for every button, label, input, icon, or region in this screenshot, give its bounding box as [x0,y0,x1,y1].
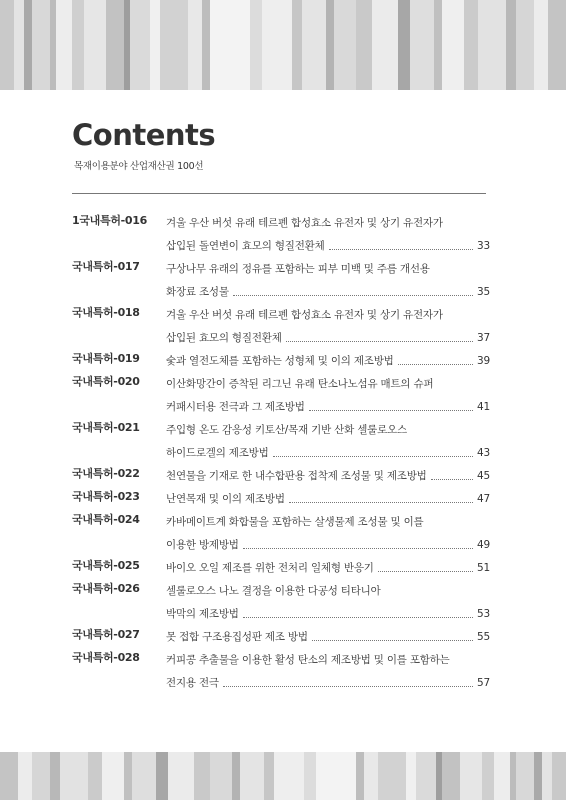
toc-entry-title-line [166,534,490,557]
decorative-stripe [482,752,494,800]
dot-leader [223,686,473,687]
decorative-stripe [188,0,202,90]
page-number: 53 [477,608,490,620]
toc-entry[interactable] [72,649,492,695]
decorative-stripe [534,752,542,800]
dot-leader [233,295,473,296]
decorative-stripe [464,0,478,90]
toc-entry-code: 국내특허-026 [72,582,140,595]
toc-entry-title-text: 못 접합 구조용집성판 제조 방법 [166,631,308,643]
toc-entry-code: 국내특허-022 [72,467,140,480]
decorative-stripe [156,752,168,800]
bottom-stripe-band [0,752,566,800]
decorative-stripe [194,752,210,800]
top-stripe-band [0,0,566,90]
toc-entry-title-text: 삽입된 돌연변이 효모의 형질전환체 [166,240,325,252]
dot-leader [243,617,473,618]
toc-entry-code: 국내특허-021 [72,421,140,434]
toc-entry-title-line [166,396,490,419]
page-number: 45 [477,470,490,482]
toc-entry-title-line: 카바메이트계 화합물을 포함하는 살생물제 조성물 및 이를 [166,516,424,528]
dot-leader [398,364,473,365]
toc-entry-title-text: 난연목재 및 이의 제조방법 [166,493,285,505]
toc-entry-code: 국내특허-023 [72,490,140,503]
decorative-stripe [552,752,566,800]
decorative-stripe [548,0,566,90]
toc-entry-title-text: 천연물을 기재로 한 내수합판용 접착제 조성물 및 제조방법 [166,470,427,482]
toc-entry-title-line: 주입형 온도 감응성 키토산/목재 기반 산화 셀룰로오스 [166,424,407,436]
decorative-stripe [516,752,534,800]
page-subtitle: 목재이용분야 산업재산권 100선 [74,161,204,172]
page-number: 37 [477,332,490,344]
decorative-stripe [102,752,124,800]
decorative-stripe [416,752,436,800]
decorative-stripe [132,752,156,800]
toc-entry-title-line: 겨울 우산 버섯 유래 테르펜 합성효소 유전자 및 상기 유전자가 [166,217,443,229]
toc-entry-title-text: 바이오 오일 제조를 위한 전처리 일체형 반응기 [166,562,374,574]
dot-leader [312,640,473,641]
dot-leader [329,249,473,250]
decorative-stripe [60,752,88,800]
decorative-stripe [356,0,372,90]
decorative-stripe [250,0,262,90]
decorative-stripe [32,0,50,90]
decorative-stripe [460,752,482,800]
decorative-stripe [302,0,326,90]
toc-entry[interactable] [72,488,492,511]
toc-entry-title-line [166,557,490,580]
dot-leader [431,479,473,480]
decorative-stripe [240,752,264,800]
toc-entry-title-line: 이산화망간이 증착된 리그닌 유래 탄소나노섬유 매트의 슈퍼 [166,378,434,390]
toc-entry-code: 국내특허-017 [72,260,140,273]
toc-entry-code: 국내특허-018 [72,306,140,319]
toc-entry-code: 국내특허-027 [72,628,140,641]
toc-entry[interactable] [72,580,492,626]
toc-entry-title-text: 이용한 방제방법 [166,539,239,551]
decorative-stripe [168,752,194,800]
decorative-stripe [542,752,552,800]
toc-entry-title-line [166,603,490,626]
decorative-stripe [160,0,188,90]
decorative-stripe [316,752,356,800]
toc-entry-code: 국내특허-019 [72,352,140,365]
toc-entry-title-text: 화장료 조성물 [166,286,229,298]
decorative-stripe [130,0,150,90]
dot-leader [243,548,473,549]
toc-entry-code: 국내특허-025 [72,559,140,572]
toc-entry-title-text: 삽입된 효모의 형질전환체 [166,332,282,344]
decorative-stripe [262,0,292,90]
decorative-stripe [18,752,32,800]
decorative-stripe [442,0,464,90]
toc-entry-title-line: 구상나무 유래의 정유를 포함하는 피부 미백 및 주름 개선용 [166,263,430,275]
page-number: 35 [477,286,490,298]
decorative-stripe [304,752,316,800]
toc-entry-title-line [166,626,490,649]
decorative-stripe [32,752,50,800]
page-number: 41 [477,401,490,413]
decorative-stripe [202,0,210,90]
toc-entry-code: 국내특허-028 [72,651,140,664]
toc-entry-title-line [166,672,490,695]
decorative-stripe [364,752,378,800]
decorative-stripe [478,0,506,90]
toc-entry-title-text: 박막의 제조방법 [166,608,239,620]
toc-entry-title-line: 겨울 우산 버섯 유래 테르펜 합성효소 유전자 및 상기 유전자가 [166,309,443,321]
toc-entry-title-line [166,281,490,304]
toc-entry-title-text: 전지용 전극 [166,677,219,689]
decorative-stripe [124,752,132,800]
page-number: 49 [477,539,490,551]
table-of-contents [72,212,492,695]
toc-entry-title-line [166,465,490,488]
toc-entry-title-line [166,350,490,373]
decorative-stripe [0,0,14,90]
dot-leader [286,341,473,342]
decorative-stripe [494,752,510,800]
toc-entry[interactable] [72,557,492,580]
dot-leader [289,502,473,503]
toc-entry-title-text: 숯과 열전도체를 포함하는 성형체 및 이의 제조방법 [166,355,394,367]
decorative-stripe [56,0,72,90]
decorative-stripe [292,0,302,90]
decorative-stripe [434,0,442,90]
decorative-stripe [510,752,516,800]
toc-entry-title-line [166,235,490,258]
dot-leader [378,571,473,572]
toc-entry[interactable] [72,419,492,465]
decorative-stripe [24,0,32,90]
decorative-stripe [106,0,124,90]
toc-entry-code: 1국내특허-016 [72,214,147,227]
toc-entry-title-line: 커피콩 추출물을 이용한 활성 탄소의 제조방법 및 이를 포함하는 [166,654,450,666]
toc-entry-title-text: 커패시터용 전극과 그 제조방법 [166,401,305,413]
decorative-stripe [334,0,356,90]
toc-entry-title-text: 하이드로겔의 제조방법 [166,447,269,459]
decorative-stripe [410,0,434,90]
decorative-stripe [264,752,274,800]
decorative-stripe [50,752,60,800]
decorative-stripe [72,0,84,90]
decorative-stripe [326,0,334,90]
toc-entry[interactable] [72,212,492,258]
decorative-stripe [0,752,18,800]
dot-leader [309,410,473,411]
decorative-stripe [534,0,548,90]
toc-entry[interactable] [72,373,492,419]
page-number: 51 [477,562,490,574]
decorative-stripe [210,0,250,90]
decorative-stripe [88,752,102,800]
decorative-stripe [210,752,232,800]
decorative-stripe [506,0,516,90]
toc-entry-title-line [166,327,490,350]
page-number: 43 [477,447,490,459]
page-title: Contents [72,118,216,152]
page-number: 39 [477,355,490,367]
toc-entry-title-line [166,442,490,465]
decorative-stripe [372,0,398,90]
decorative-stripe [232,752,240,800]
dot-leader [273,456,473,457]
decorative-stripe [516,0,534,90]
decorative-stripe [378,752,406,800]
decorative-stripe [406,752,416,800]
toc-entry[interactable] [72,465,492,488]
page-number: 57 [477,677,490,689]
title-divider [72,193,486,194]
page-number: 33 [477,240,490,252]
toc-entry-title-line: 셀룰로오스 나노 결정을 이용한 다공성 티타니아 [166,585,381,597]
toc-entry-title-line [166,488,490,511]
toc-entry[interactable] [72,511,492,557]
decorative-stripe [274,752,304,800]
decorative-stripe [356,752,364,800]
decorative-stripe [442,752,460,800]
toc-entry-code: 국내특허-020 [72,375,140,388]
page-number: 47 [477,493,490,505]
decorative-stripe [398,0,410,90]
decorative-stripe [150,0,160,90]
toc-entry[interactable] [72,258,492,304]
page-number: 55 [477,631,490,643]
toc-entry[interactable] [72,626,492,649]
decorative-stripe [84,0,106,90]
decorative-stripe [436,752,442,800]
toc-entry[interactable] [72,304,492,350]
toc-entry[interactable] [72,350,492,373]
decorative-stripe [14,0,24,90]
toc-entry-code: 국내특허-024 [72,513,140,526]
